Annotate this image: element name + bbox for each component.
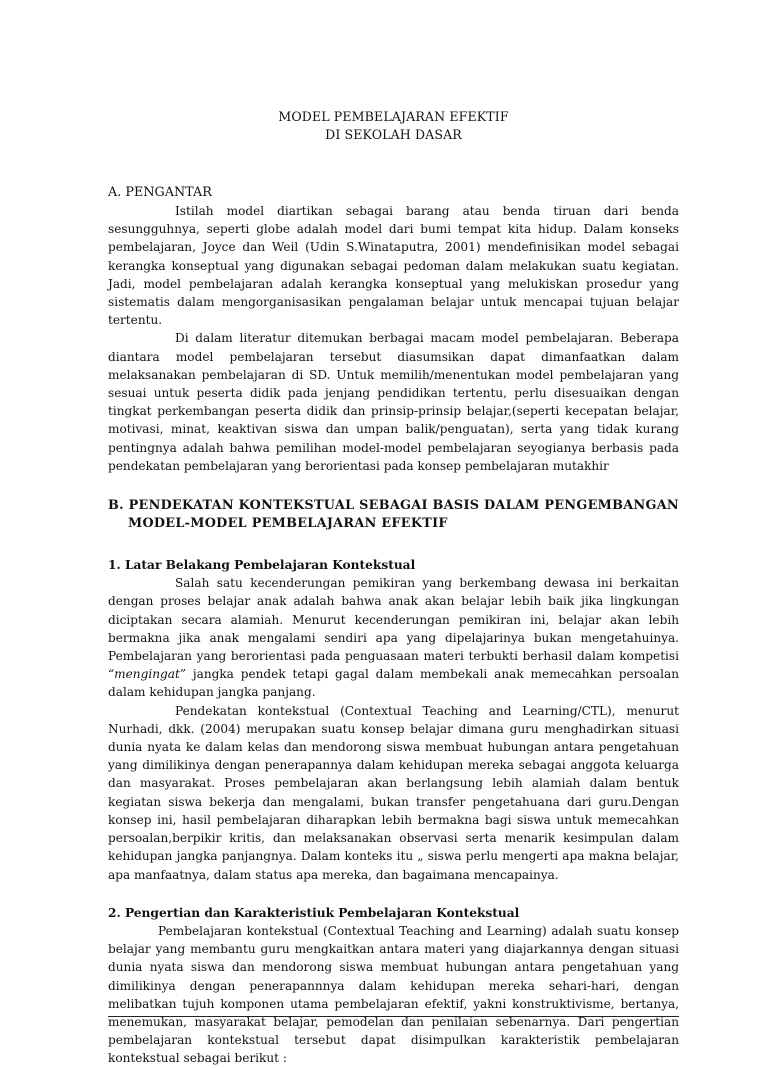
- title-line-1: MODEL PEMBELAJARAN EFEKTIF: [278, 109, 509, 124]
- subsection-1-paragraph-1: [108, 574, 679, 701]
- section-a-paragraph-1: Istilah model diartikan sebagai barang atau benda tiruan dari benda sesungguhnya, seperti globe adalah model dari bumi tempat kita hidup. Dalam konseks pembelajaran, Joyce dan Weil (Udin S.Winataputra, 2001) mendefinisikan model sebagai kerangka konseptual yang digunakan sebagai pedoman dalam melakukan suatu kegiatan. Jadi, model pembelajaran adalah kerangka konseptual yang melukiskan prosedur yang sistematis dalam mengorganisasikan pengalaman belajar untuk mencapai tujuan belajar tertentu.: [108, 204, 679, 328]
- section-b-heading-line-2: MODEL-MODEL PEMBELAJARAN EFEKTIF: [128, 516, 448, 532]
- section-a-heading: A. PENGANTAR: [108, 185, 212, 200]
- subsection-1-paragraph-1-text-a: Salah satu kecenderungan pemikiran yang berkembang dewasa ini berkaitan dengan proses belajar anak adalah bahwa anak akan belajar lebih baik jika lingkungan diciptakan secara alamiah. Menurut kecenderungan pemikiran ini, belajar akan lebih bermakna jika anak mengalami sendiri apa yang dipelajarinya bukan mengetahuinya. Pembelajaran yang berorientasi pada penguasaan materi terbukti berhasil dalam kompetisi: [108, 576, 679, 664]
- subsection-2-paragraph-1: Pembelajaran kontekstual (Contextual Teaching and Learning) adalah suatu konsep belajar yang membantu guru mengkaitkan antara materi yang diajarkannya dengan situasi dunia nyata siswa dan mendorong siswa membuat hubungan antara pengetahuan yang dimilikinya dengan penerapannnya dalam kehidupan mereka sehari-hari, dengan melibatkan tujuh komponen utama pembelajaran efektif, yakni konstruktivisme, bertanya, menemukan, masyarakat belajar, pemodelan dan penilaian sebenarnya. Dari pengertian pembelajaran kontekstual tersebut dapat disimpulkan karakteristik pembelajaran kontekstual sebagai berikut :: [108, 923, 679, 1066]
- subsection-1-paragraph-2: Pendekatan kontekstual (Contextual Teaching and Learning/CTL), menurut Nurhadi, dkk. (2004) merupakan suatu konsep belajar dimana guru menghadirkan situasi dunia nyata ke dalam kelas dan mendorong siswa membuat hubungan antara pengetahuan yang dimilikinya dengan penerapannya dalam kehidupan mereka sebagai anggota keluarga dan masyarakat. Proses pembelajaran akan berlangsung lebih alamiah dalam bentuk kegiatan siswa bekerja dan mengalami, bukan transfer pengetahuana dari guru.Dengan konsep ini, hasil pembelajaran diharapkan lebih bermakna bagi siswa untuk memecahkan persoalan,berpikir kritis, dan melaksanakan observasi serta menarik kesimpulan dalam kehidupan jangka panjangnya. Dalam konteks itu „ siswa perlu mengerti apa makna belajar, apa manfaatnya, dalam status apa mereka, dan bagaimana mencapainya.: [108, 703, 679, 882]
- section-b-heading: [108, 497, 679, 533]
- footer-divider: [108, 1016, 679, 1017]
- title-line-2: DI SEKOLAH DASAR: [325, 127, 462, 142]
- subsection-1-paragraph-1-text-b: jangka pendek tetapi gagal dalam membekali anak memecahkan persoalan dalam kehidupan jangka panjang.: [108, 667, 679, 700]
- section-b-heading-line-1: B. PENDEKATAN KONTEKSTUAL SEBAGAI BASIS DALAM PENGEMBANGAN: [108, 498, 679, 514]
- subsection-2-heading: 2. Pengertian dan Karakteristiuk Pembelajaran Kontekstual: [108, 905, 520, 920]
- section-a-paragraph-2: Di dalam literatur ditemukan berbagai macam model pembelajaran. Beberapa diantara model pembelajaran tersebut diasumsikan dapat dimanfaatkan dalam melaksanakan pembelajaran di SD. Untuk memilih/menentukan model pembelajaran yang sesuai untuk peserta didik pada jenjang pendidikan tertentu, perlu disesuaikan dengan tingkat perkembangan peserta didik dan prinsip-prinsip belajar,(seperti kecepatan belajar, motivasi, minat, keaktivan siswa dan umpan balik/penguatan), serta yang tidak kurang pentingnya adalah bahwa pemilihan model-model pembelajaran seyogianya berbasis pada pendekatan pembelajaran yang berorientasi pada konsep pembelajaran mutakhir: [108, 331, 679, 473]
- subsection-1-heading: 1. Latar Belakang Pembelajaran Kontekstual: [108, 558, 416, 573]
- document-title: [108, 108, 679, 144]
- subsection-1-paragraph-1-italic: “mengingat”: [108, 667, 186, 682]
